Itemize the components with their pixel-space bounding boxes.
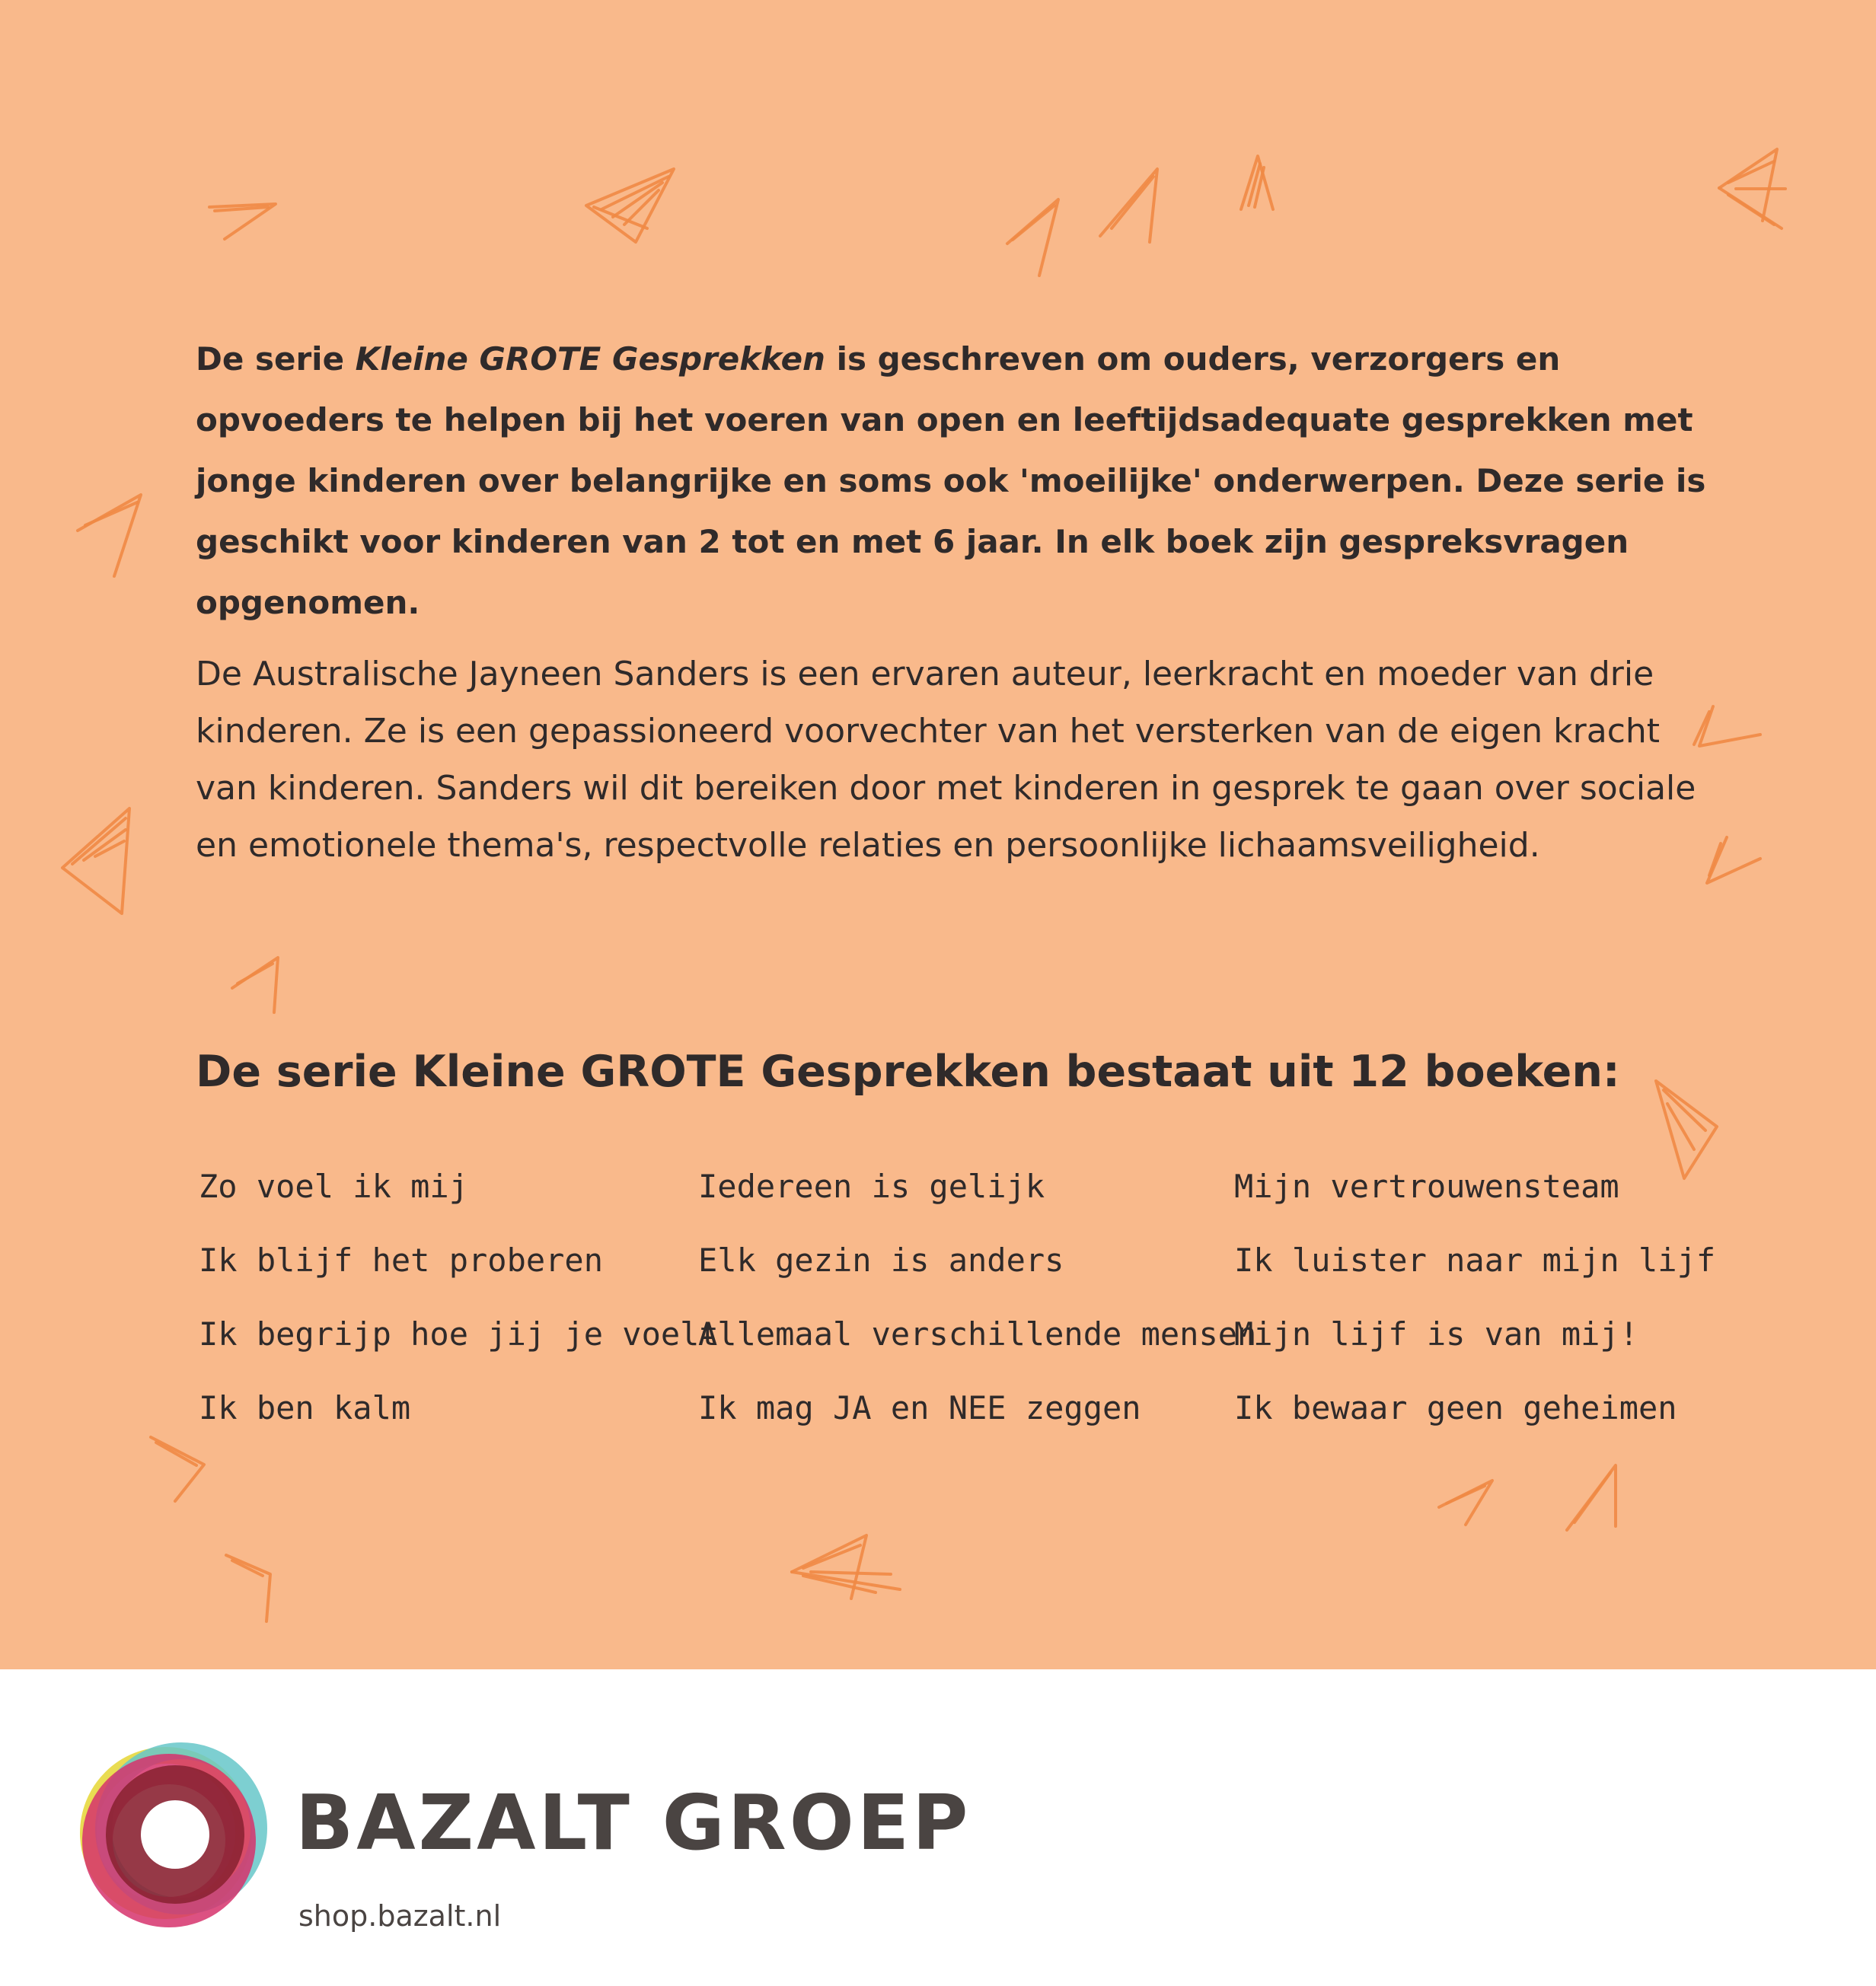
- arrowhead-icon: [1719, 149, 1785, 228]
- arrowhead-icon: [151, 1437, 204, 1501]
- intro-text-rest: is geschreven om ouders, verzorgers en opvoeders te helpen bij het voeren van open en leeftijdsadequate gesprekken met jonge kinderen over belangrijke en soms ook 'moeilijke' onderwerpen. Deze serie is geschikt voor kinderen van 2 tot en met 6 jaar. In elk boek zijn gespreksvragen opgenomen.: [196, 340, 1706, 621]
- series-intro: [196, 329, 1718, 633]
- intro-text-start: De serie: [196, 340, 356, 378]
- publisher-name: BAZALT GROEP: [295, 1778, 972, 1867]
- series-title: Kleine GROTE Gesprekken: [355, 340, 825, 378]
- book-title: Zo voel ik mij: [199, 1168, 469, 1205]
- book-title: Ik bewaar geen geheimen: [1234, 1389, 1677, 1427]
- book-title: Ik begrijp hoe jij je voelt: [199, 1315, 719, 1353]
- book-list-column-1: [199, 1149, 719, 1445]
- book-title: Allemaal verschillende mensen: [698, 1315, 1257, 1353]
- book-title: Ik blijf het proberen: [199, 1242, 604, 1279]
- arrowhead-icon: [1439, 1481, 1492, 1525]
- arrowhead-icon: [792, 1535, 900, 1599]
- arrowhead-icon: [232, 958, 278, 1012]
- book-title: Elk gezin is anders: [698, 1242, 1064, 1279]
- arrowhead-icon: [1241, 156, 1273, 209]
- arrowhead-icon: [209, 204, 276, 239]
- arrowhead-icon: [62, 808, 129, 913]
- about-author: De Australische Jayneen Sanders is een ervaren auteur, leerkracht en moeder van drie kinderen. Ze is een gepassioneerd voorvechter van het versterken van de eigen kracht van kinderen. Sanders wil dit bereiken door met kinderen in gesprek te gaan over sociale en emotionele thema's, respectvolle relaties en persoonlijke lichaamsveiligheid.: [196, 655, 1696, 865]
- book-title: Mijn lijf is van mij!: [1234, 1315, 1639, 1353]
- book-title: Ik mag JA en NEE zeggen: [698, 1389, 1141, 1427]
- book-title: Iedereen is gelijk: [698, 1168, 1045, 1205]
- bazalt-logo-icon: [76, 1736, 274, 1933]
- arrowhead-icon: [1007, 199, 1058, 276]
- book-title: Mijn vertrouwensteam: [1234, 1168, 1619, 1205]
- arrowhead-icon: [586, 169, 674, 242]
- arrowhead-icon: [78, 495, 141, 576]
- publisher-url[interactable]: shop.bazalt.nl: [298, 1899, 502, 1933]
- book-list-column-2: [698, 1149, 1256, 1445]
- book-title: Ik ben kalm: [199, 1389, 411, 1427]
- arrowhead-icon: [226, 1555, 270, 1621]
- arrowhead-icon: [1100, 169, 1157, 242]
- book-list-heading: De serie Kleine GROTE Gesprekken bestaat uit 12 boeken:: [196, 1047, 1620, 1097]
- arrowhead-icon: [1567, 1465, 1616, 1530]
- book-title: Ik luister naar mijn lijf: [1234, 1242, 1716, 1279]
- book-list-column-3: [1234, 1149, 1715, 1445]
